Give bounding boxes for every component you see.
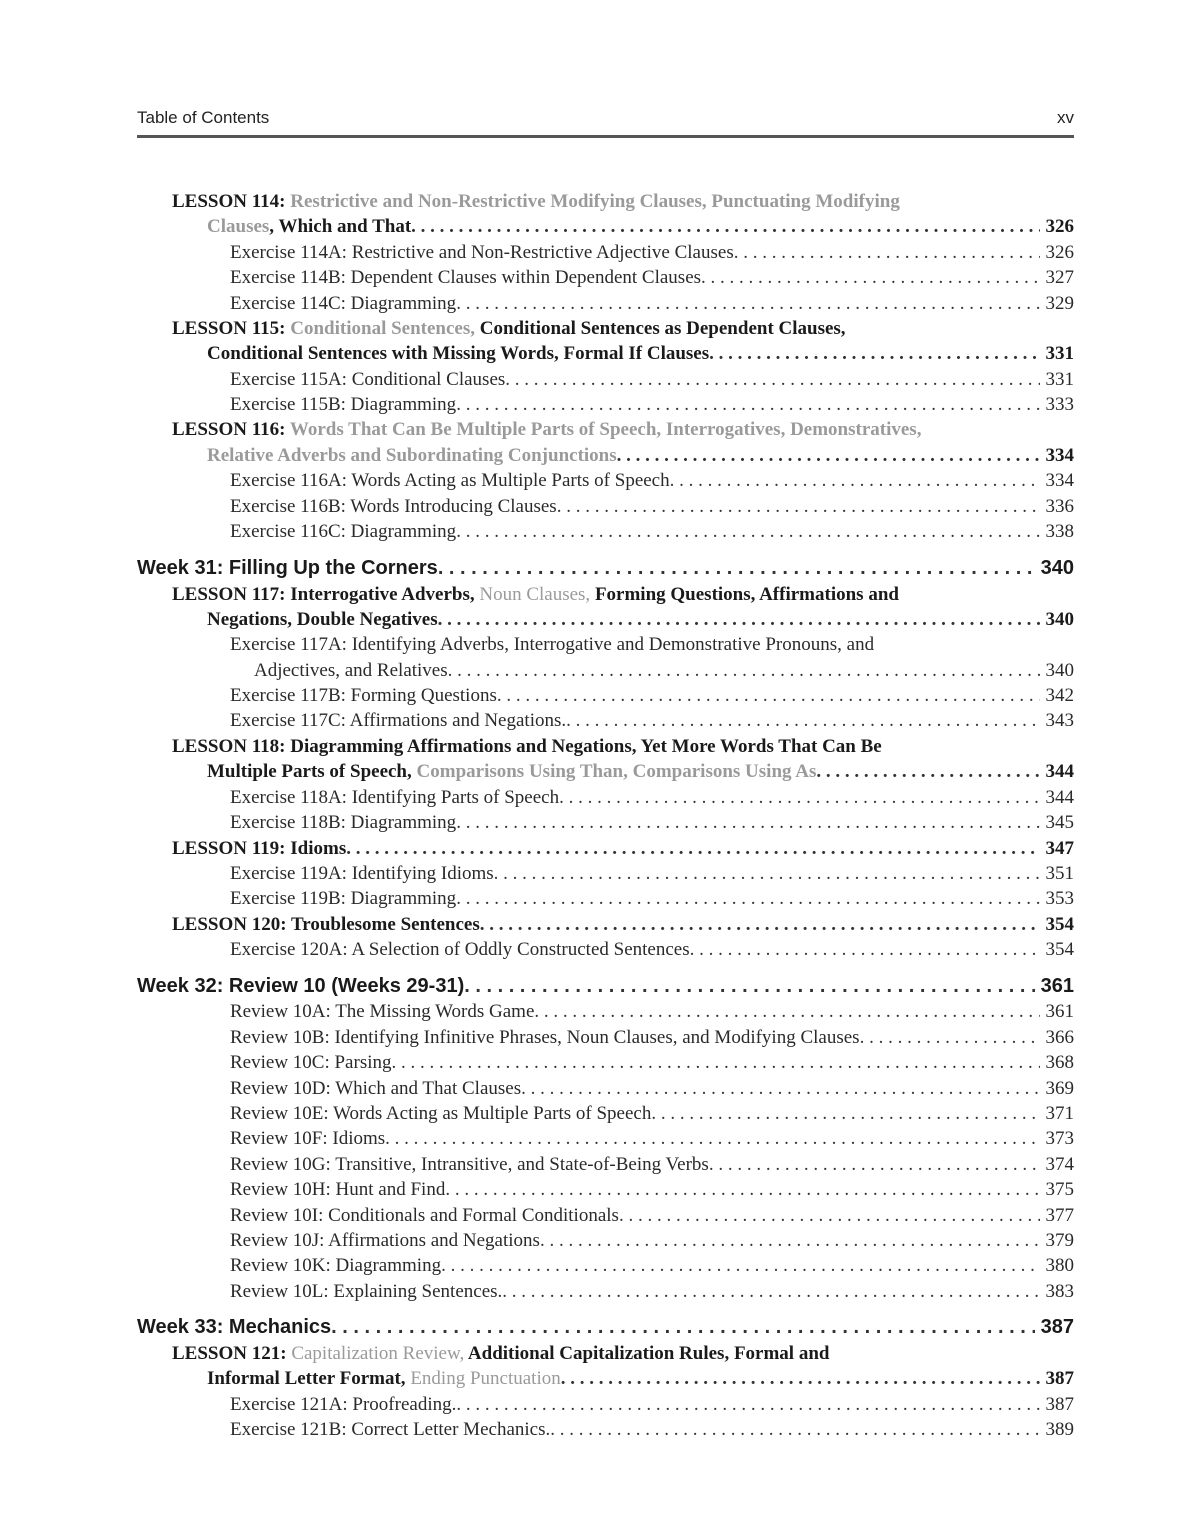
entry-page: 368 bbox=[1045, 1052, 1074, 1073]
toc-entry-review-10e[interactable] bbox=[230, 1101, 1074, 1126]
toc-entry-lesson-119[interactable] bbox=[172, 836, 1074, 861]
lesson-topic-gray: Relative Adverbs and Subordinating Conjunctions bbox=[207, 445, 617, 466]
leader-dots bbox=[438, 556, 1035, 581]
entry-title: Exercise 116C: Diagramming bbox=[230, 521, 457, 542]
entry-page: 387 bbox=[1040, 1316, 1074, 1338]
entry-page: 334 bbox=[1045, 470, 1074, 491]
entry-page: 361 bbox=[1045, 1001, 1074, 1022]
leader-dots bbox=[559, 785, 1039, 810]
leader-dots bbox=[441, 1253, 1039, 1278]
header-rule bbox=[137, 135, 1074, 138]
leader-dots bbox=[709, 341, 1039, 366]
toc-entry-exercise-117c[interactable] bbox=[230, 708, 1074, 733]
entry-page: 331 bbox=[1045, 343, 1074, 364]
toc-entry-review-10b[interactable] bbox=[230, 1025, 1074, 1050]
entry-page: 343 bbox=[1045, 710, 1074, 731]
entry-title: Exercise 119A: Identifying Idioms bbox=[230, 863, 494, 884]
leader-dots bbox=[456, 810, 1039, 835]
toc-entry-exercise-117b[interactable] bbox=[230, 683, 1074, 708]
toc-entry-review-10f[interactable] bbox=[230, 1126, 1074, 1151]
entry-title: Exercise 116A: Words Acting as Multiple Parts of Speech bbox=[230, 470, 670, 491]
entry-page: 354 bbox=[1045, 914, 1074, 935]
leader-dots bbox=[456, 392, 1039, 417]
leader-dots bbox=[385, 1126, 1039, 1151]
toc-entry-lesson-120[interactable] bbox=[172, 912, 1074, 937]
entry-page: 344 bbox=[1045, 761, 1074, 782]
toc-entry-lesson-118[interactable] bbox=[172, 734, 1074, 759]
toc-entry-lesson-114[interactable] bbox=[172, 189, 1074, 214]
entry-page: 344 bbox=[1045, 787, 1074, 808]
entry-title: Review 10J: Affirmations and Negations bbox=[230, 1230, 540, 1251]
leader-dots bbox=[651, 1101, 1039, 1126]
week-title: Week 31: Filling Up the Corners bbox=[137, 557, 438, 579]
lesson-topic-gray: Comparisons Using Than, Comparisons Using As bbox=[416, 761, 817, 782]
page-number: xv bbox=[1057, 108, 1074, 127]
entry-page: 387 bbox=[1045, 1368, 1074, 1389]
entry-page: 369 bbox=[1045, 1078, 1074, 1099]
entry-title: Adjectives, and Relatives bbox=[254, 660, 448, 681]
lesson-topic: Informal Letter Format, bbox=[207, 1368, 411, 1389]
running-header bbox=[137, 108, 1074, 130]
lesson-topic: Multiple Parts of Speech, bbox=[207, 761, 417, 782]
entry-page: 375 bbox=[1045, 1179, 1074, 1200]
entry-title: Exercise 114C: Diagramming bbox=[230, 293, 457, 314]
toc-entry-exercise-118b[interactable] bbox=[230, 810, 1074, 835]
leader-dots bbox=[550, 1417, 1039, 1442]
entry-page: 326 bbox=[1045, 242, 1074, 263]
entry-page: 354 bbox=[1045, 939, 1074, 960]
toc-entry-lesson-118-cont[interactable] bbox=[207, 759, 1074, 784]
lesson-topic-gray: Ending Punctuation bbox=[410, 1368, 561, 1389]
lesson-label: LESSON 117: Interrogative Adverbs, bbox=[172, 584, 480, 605]
toc-entry-week-33[interactable] bbox=[137, 1315, 1074, 1340]
lesson-topic: Conditional Sentences as Dependent Clauses, bbox=[475, 318, 846, 339]
leader-dots bbox=[701, 265, 1039, 290]
entry-page: 353 bbox=[1045, 888, 1074, 909]
leader-dots bbox=[346, 836, 1039, 861]
entry-page: 331 bbox=[1045, 369, 1074, 390]
toc-entry-exercise-116a[interactable] bbox=[230, 468, 1074, 493]
leader-dots bbox=[445, 1177, 1039, 1202]
entry-page: 340 bbox=[1045, 660, 1074, 681]
toc-entry-review-10g[interactable] bbox=[230, 1152, 1074, 1177]
leader-dots bbox=[521, 1076, 1039, 1101]
toc-entry-exercise-120a[interactable] bbox=[230, 937, 1074, 962]
leader-dots bbox=[734, 240, 1040, 265]
toc-entry-review-10d[interactable] bbox=[230, 1076, 1074, 1101]
running-header-title: Table of Contents bbox=[137, 108, 270, 127]
leader-dots bbox=[534, 999, 1039, 1024]
entry-page: 371 bbox=[1045, 1103, 1074, 1124]
toc-entry-exercise-121a[interactable] bbox=[230, 1392, 1074, 1417]
lesson-label: LESSON 115: bbox=[172, 318, 291, 339]
leader-dots bbox=[494, 861, 1040, 886]
leader-dots bbox=[411, 214, 1039, 239]
lesson-topic-gray: Noun Clauses, bbox=[479, 584, 591, 605]
entry-title: Review 10F: Idioms bbox=[230, 1128, 386, 1149]
toc-entry-review-10c[interactable] bbox=[230, 1050, 1074, 1075]
leader-dots bbox=[456, 1392, 1039, 1417]
lesson-topic-gray: Capitalization Review, bbox=[291, 1343, 465, 1364]
toc-entry-lesson-121[interactable] bbox=[172, 1341, 1074, 1366]
toc-entry-lesson-117[interactable] bbox=[172, 582, 1074, 607]
leader-dots bbox=[619, 1203, 1040, 1228]
leader-dots bbox=[438, 607, 1040, 632]
toc-entry-exercise-117a-cont[interactable] bbox=[254, 658, 1074, 683]
leader-dots bbox=[690, 937, 1040, 962]
toc-entry-exercise-119a[interactable] bbox=[230, 861, 1074, 886]
leader-dots bbox=[464, 974, 1034, 999]
leader-dots bbox=[331, 1315, 1034, 1340]
entry-page: 366 bbox=[1045, 1027, 1074, 1048]
lesson-topic: , Which and That bbox=[269, 216, 412, 237]
entry-title: Exercise 117C: Affirmations and Negations. bbox=[230, 710, 567, 731]
toc-entry-review-10i[interactable] bbox=[230, 1203, 1074, 1228]
toc-entry-lesson-114-cont[interactable] bbox=[207, 214, 1074, 239]
entry-title: Exercise 114A: Restrictive and Non-Restrictive Adjective Clauses bbox=[230, 242, 734, 263]
entry-page: 380 bbox=[1045, 1255, 1074, 1276]
entry-title: Exercise 118A: Identifying Parts of Speech bbox=[230, 787, 560, 808]
toc-entry-review-10l[interactable] bbox=[230, 1279, 1074, 1304]
entry-title: Exercise 115A: Conditional Clauses bbox=[230, 369, 506, 390]
leader-dots bbox=[456, 519, 1039, 544]
entry-page: 336 bbox=[1045, 496, 1074, 517]
lesson-topic-gray: Restrictive and Non-Restrictive Modifying Clauses, Punctuating Modifying bbox=[290, 191, 900, 212]
leader-dots bbox=[448, 658, 1040, 683]
toc-entry-exercise-116c[interactable] bbox=[230, 519, 1074, 544]
toc-entry-lesson-115-cont[interactable] bbox=[207, 341, 1074, 366]
entry-title: Review 10A: The Missing Words Game bbox=[230, 1001, 535, 1022]
entry-page: 329 bbox=[1045, 293, 1074, 314]
leader-dots bbox=[709, 1152, 1040, 1177]
entry-title: Exercise 117B: Forming Questions bbox=[230, 685, 497, 706]
entry-page: 347 bbox=[1045, 838, 1074, 859]
toc-entry-week-32[interactable] bbox=[137, 974, 1074, 999]
toc-entry-review-10a[interactable] bbox=[230, 999, 1074, 1024]
entry-page: 333 bbox=[1045, 394, 1074, 415]
toc-entry-review-10k[interactable] bbox=[230, 1253, 1074, 1278]
toc-entry-review-10j[interactable] bbox=[230, 1228, 1074, 1253]
entry-title: Review 10D: Which and That Clauses bbox=[230, 1078, 522, 1099]
entry-title: Exercise 120A: A Selection of Oddly Constructed Sentences bbox=[230, 939, 690, 960]
entry-page: 340 bbox=[1045, 609, 1074, 630]
lesson-topic: Additional Capitalization Rules, Formal and bbox=[464, 1343, 830, 1364]
toc-entry-exercise-114a[interactable] bbox=[230, 240, 1074, 265]
entry-title: Exercise 116B: Words Introducing Clauses bbox=[230, 496, 557, 517]
lesson-topic: Forming Questions, Affirmations and bbox=[590, 584, 899, 605]
lesson-label: LESSON 116: bbox=[172, 419, 290, 440]
toc-entry-exercise-121b[interactable] bbox=[230, 1417, 1074, 1442]
leader-dots bbox=[617, 443, 1040, 468]
lesson-topic-gray: Clauses bbox=[207, 216, 270, 237]
toc-entry-exercise-119b[interactable] bbox=[230, 886, 1074, 911]
toc-entry-lesson-116[interactable] bbox=[172, 417, 1074, 442]
toc-entry-exercise-118a[interactable] bbox=[230, 785, 1074, 810]
entry-title: Review 10E: Words Acting as Multiple Parts of Speech bbox=[230, 1103, 652, 1124]
week-title: Week 32: Review 10 (Weeks 29-31) bbox=[137, 975, 465, 997]
entry-title: Review 10I: Conditionals and Formal Conditionals bbox=[230, 1205, 619, 1226]
lesson-topic: Negations, Double Negatives bbox=[207, 609, 438, 630]
leader-dots bbox=[561, 1366, 1040, 1391]
entry-page: 345 bbox=[1045, 812, 1074, 833]
entry-page: 351 bbox=[1045, 863, 1074, 884]
leader-dots bbox=[670, 468, 1040, 493]
entry-title: Exercise 119B: Diagramming bbox=[230, 888, 457, 909]
entry-page: 361 bbox=[1040, 975, 1074, 997]
entry-title: Review 10K: Diagramming bbox=[230, 1255, 442, 1276]
week-title: Week 33: Mechanics bbox=[137, 1316, 332, 1338]
entry-title: Review 10C: Parsing bbox=[230, 1052, 392, 1073]
lesson-topic: Conditional Sentences with Missing Words, Formal If Clauses bbox=[207, 343, 710, 364]
lesson-topic-gray: Words That Can Be Multiple Parts of Speech, Interrogatives, Demonstratives, bbox=[289, 419, 922, 440]
entry-page: 373 bbox=[1045, 1128, 1074, 1149]
entry-page: 342 bbox=[1045, 685, 1074, 706]
leader-dots bbox=[505, 367, 1039, 392]
entry-page: 334 bbox=[1045, 445, 1074, 466]
leader-dots bbox=[456, 291, 1039, 316]
toc-entry-lesson-116-cont[interactable] bbox=[207, 443, 1074, 468]
leader-dots bbox=[816, 759, 1039, 784]
entry-title: Review 10H: Hunt and Find bbox=[230, 1179, 446, 1200]
leader-dots bbox=[540, 1228, 1040, 1253]
entry-title: Exercise 121B: Correct Letter Mechanics. bbox=[230, 1419, 551, 1440]
lesson-label: LESSON 120: Troublesome Sentences bbox=[172, 914, 480, 935]
leader-dots bbox=[392, 1050, 1040, 1075]
leader-dots bbox=[502, 1279, 1039, 1304]
entry-page: 377 bbox=[1045, 1205, 1074, 1226]
lesson-label: LESSON 118: Diagramming Affirmations and Negations, Yet More Words That Can Be bbox=[172, 736, 882, 757]
entry-title: Exercise 121A: Proofreading. bbox=[230, 1394, 457, 1415]
leader-dots bbox=[497, 683, 1040, 708]
toc-entry-exercise-117a[interactable] bbox=[230, 632, 1074, 657]
entry-page: 327 bbox=[1045, 267, 1074, 288]
toc-entry-exercise-115b[interactable] bbox=[230, 392, 1074, 417]
entry-page: 326 bbox=[1045, 216, 1074, 237]
leader-dots bbox=[860, 1025, 1040, 1050]
toc-entry-exercise-114c[interactable] bbox=[230, 291, 1074, 316]
entry-page: 387 bbox=[1045, 1394, 1074, 1415]
entry-page: 379 bbox=[1045, 1230, 1074, 1251]
entry-title: Review 10L: Explaining Sentences. bbox=[230, 1281, 503, 1302]
leader-dots bbox=[566, 708, 1039, 733]
entry-page: 389 bbox=[1045, 1419, 1074, 1440]
entry-title: Review 10B: Identifying Infinitive Phrases, Noun Clauses, and Modifying Clauses bbox=[230, 1027, 860, 1048]
entry-title: Exercise 118B: Diagramming bbox=[230, 812, 457, 833]
entry-title: Exercise 114B: Dependent Clauses within Dependent Clauses bbox=[230, 267, 702, 288]
toc-entry-lesson-115[interactable] bbox=[172, 316, 1074, 341]
lesson-label: LESSON 121: bbox=[172, 1343, 292, 1364]
lesson-label: LESSON 119: Idioms bbox=[172, 838, 347, 859]
entry-title: Exercise 117A: Identifying Adverbs, Interrogative and Demonstrative Pronouns, and bbox=[230, 634, 875, 655]
toc-entry-lesson-117-cont[interactable] bbox=[207, 607, 1074, 632]
entry-page: 383 bbox=[1045, 1281, 1074, 1302]
entry-title: Exercise 115B: Diagramming bbox=[230, 394, 457, 415]
toc-entry-exercise-114b[interactable] bbox=[230, 265, 1074, 290]
entry-page: 338 bbox=[1045, 521, 1074, 542]
entry-page: 374 bbox=[1045, 1154, 1074, 1175]
toc-entry-review-10h[interactable] bbox=[230, 1177, 1074, 1202]
toc-entry-exercise-115a[interactable] bbox=[230, 367, 1074, 392]
leader-dots bbox=[456, 886, 1039, 911]
toc-entry-week-31[interactable] bbox=[137, 556, 1074, 581]
lesson-topic-gray: Conditional Sentences, bbox=[290, 318, 476, 339]
leader-dots bbox=[557, 494, 1040, 519]
toc-entry-lesson-121-cont[interactable] bbox=[207, 1366, 1074, 1391]
lesson-label: LESSON 114: bbox=[172, 191, 291, 212]
toc-entry-exercise-116b[interactable] bbox=[230, 494, 1074, 519]
entry-title: Review 10G: Transitive, Intransitive, and State-of-Being Verbs bbox=[230, 1154, 709, 1175]
leader-dots bbox=[480, 912, 1040, 937]
entry-page: 340 bbox=[1040, 557, 1074, 579]
